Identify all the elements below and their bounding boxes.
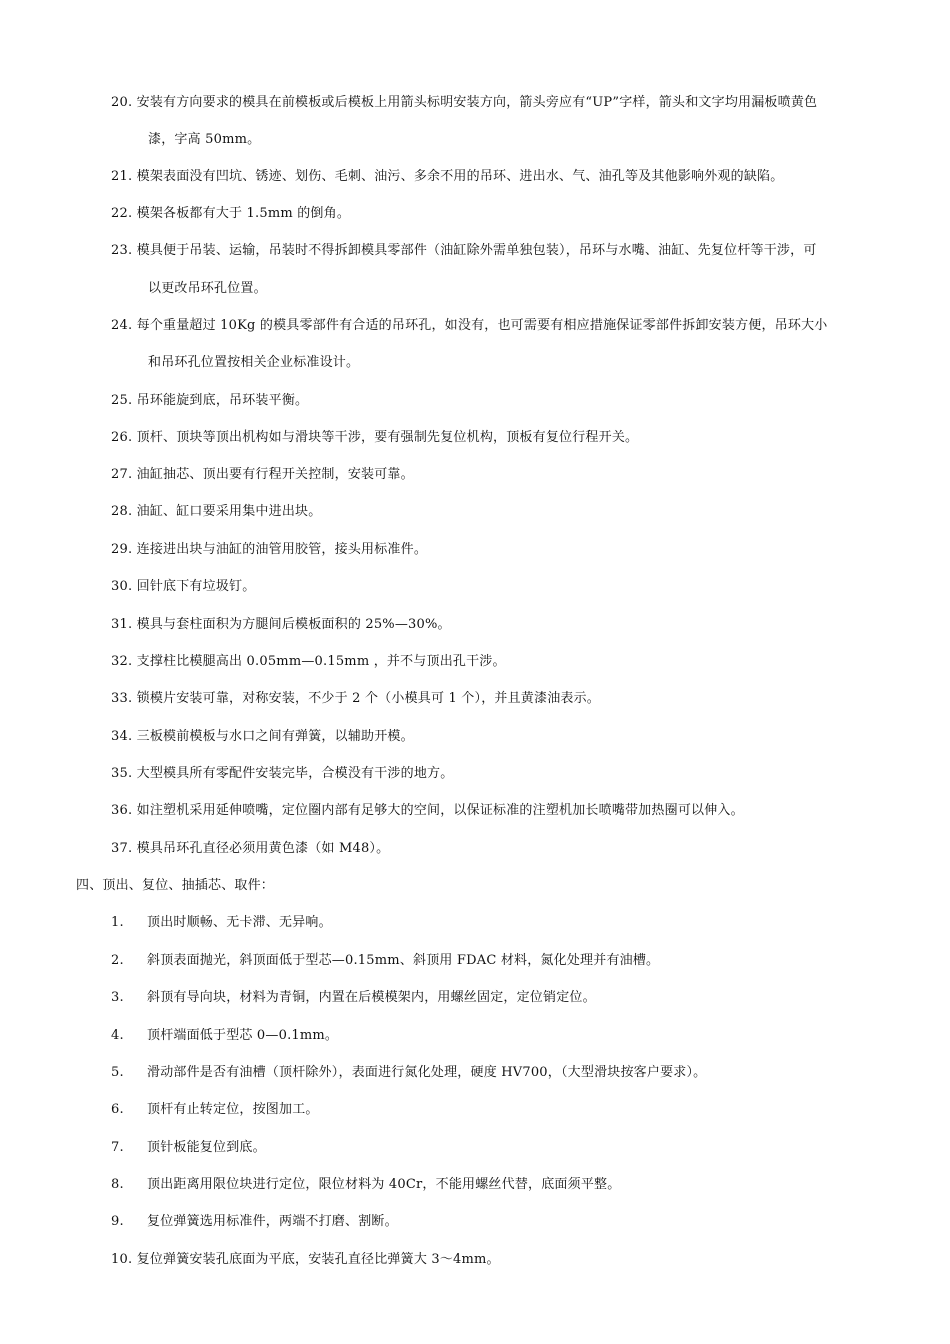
list-item-35 xyxy=(111,765,453,783)
list-item-26 xyxy=(111,429,638,447)
item-number: 7. xyxy=(111,1140,124,1155)
list-item-37 xyxy=(111,840,389,858)
list-item-21 xyxy=(111,168,783,186)
item-number: 3. xyxy=(111,990,124,1005)
list-item-9 xyxy=(111,1213,398,1231)
item-number: 10. xyxy=(111,1252,133,1267)
item-text: 复位弹簧安装孔底面为平底，安装孔直径比弹簧大 3～4mm。 xyxy=(136,1252,500,1267)
item-number: 22. xyxy=(111,206,133,221)
item-number: 24. xyxy=(111,318,133,333)
list-item-29 xyxy=(111,541,427,559)
item-text: 如注塑机采用延伸喷嘴，定位圈内部有足够大的空间，以保证标准的注塑机加长喷嘴带加热圈可以伸入。 xyxy=(136,803,744,818)
item-text: 顶杆有止转定位，按图加工。 xyxy=(147,1102,319,1117)
list-item-10 xyxy=(111,1251,500,1269)
list-item-3 xyxy=(111,989,596,1007)
list-item-28 xyxy=(111,503,321,521)
list-item-23-line-1 xyxy=(111,242,817,260)
list-item-33 xyxy=(111,690,600,708)
list-item-24-line-1 xyxy=(111,317,827,335)
section-heading: 四、顶出、复位、抽插芯、取件： xyxy=(76,878,275,893)
item-text: 每个重量超过 10Kg 的模具零部件有合适的吊环孔，如没有，也可需要有相应措施保证零部件拆卸安装方便，吊环大小 xyxy=(136,318,828,333)
list-item-6 xyxy=(111,1101,319,1119)
item-number: 33. xyxy=(111,691,133,706)
item-number: 23. xyxy=(111,243,133,258)
list-item-30 xyxy=(111,578,255,596)
item-number: 4. xyxy=(111,1028,124,1043)
item-text: 滑动部件是否有油槽（顶杆除外），表面进行氮化处理，硬度 HV700，（大型滑块按客户要求）。 xyxy=(147,1065,707,1080)
item-number: 30. xyxy=(111,579,133,594)
item-text: 模具便于吊装、运输，吊装时不得拆卸模具零部件（油缸除外需单独包装），吊环与水嘴、油缸、先复位杆等干涉，可 xyxy=(136,243,817,258)
list-item-31 xyxy=(111,616,451,634)
item-number: 25. xyxy=(111,393,133,408)
item-number: 6. xyxy=(111,1102,124,1117)
item-number: 1. xyxy=(111,915,124,930)
list-item-1 xyxy=(111,914,332,932)
item-text: 顶出时顺畅、无卡滞、无异响。 xyxy=(147,915,332,930)
list-item-23-line-2: 以更改吊环孔位置。 xyxy=(148,281,267,296)
list-item-5 xyxy=(111,1064,706,1082)
item-text: 模架表面没有凹坑、锈迹、划伤、毛刺、油污、多余不用的吊环、进出水、气、油孔等及其他影响外观的缺陷。 xyxy=(136,169,784,184)
item-text: 顶杆端面低于型芯 0—0.1mm。 xyxy=(147,1028,339,1043)
item-text: 模具与套柱面积为方腿间后模板面积的 25%—30%。 xyxy=(136,617,451,632)
item-text: 复位弹簧选用标准件，两端不打磨、割断。 xyxy=(147,1214,398,1229)
list-item-4 xyxy=(111,1027,338,1045)
item-text: 三板模前模板与水口之间有弹簧，以辅助开模。 xyxy=(136,729,414,744)
item-number: 28. xyxy=(111,504,133,519)
item-text: 支撑柱比模腿高出 0.05mm—0.15mm ，并不与顶出孔干涉。 xyxy=(136,654,506,669)
list-item-32 xyxy=(111,653,506,671)
list-item-2 xyxy=(111,952,659,970)
item-text: 油缸抽芯、顶出要有行程开关控制，安装可靠。 xyxy=(136,467,414,482)
item-number: 20. xyxy=(111,95,133,110)
item-text: 连接进出块与油缸的油管用胶管，接头用标准件。 xyxy=(136,542,428,557)
item-text: 模具吊环孔直径必须用黄色漆（如 M48）。 xyxy=(136,841,390,856)
item-number: 35. xyxy=(111,766,133,781)
list-item-36 xyxy=(111,802,744,820)
item-text: 斜顶有导向块，材料为青铜，内置在后模模架内，用螺丝固定，定位销定位。 xyxy=(147,990,596,1005)
list-item-25 xyxy=(111,392,308,410)
item-text: 顶出距离用限位块进行定位，限位材料为 40Cr，不能用螺丝代替，底面须平整。 xyxy=(147,1177,621,1192)
item-text: 回针底下有垃圾钉。 xyxy=(136,579,256,594)
list-item-8 xyxy=(111,1176,620,1194)
item-number: 37. xyxy=(111,841,133,856)
item-number: 34. xyxy=(111,729,133,744)
item-text: 油缸、缸口要采用集中进出块。 xyxy=(136,504,322,519)
item-text: 模架各板都有大于 1.5mm 的倒角。 xyxy=(136,206,351,221)
item-number: 26. xyxy=(111,430,133,445)
list-item-20-line-1 xyxy=(111,94,817,112)
item-text: 大型模具所有零配件安装完毕，合模没有干涉的地方。 xyxy=(136,766,454,781)
list-item-20-line-2: 漆，字高 50mm。 xyxy=(148,132,261,147)
item-number: 27. xyxy=(111,467,133,482)
item-number: 31. xyxy=(111,617,133,632)
item-number: 29. xyxy=(111,542,133,557)
list-item-22 xyxy=(111,205,350,223)
item-text: 锁模片安装可靠，对称安装，不少于 2 个（小模具可 1 个），并且黄漆油表示。 xyxy=(136,691,600,706)
item-number: 21. xyxy=(111,169,133,184)
item-number: 9. xyxy=(111,1214,124,1229)
list-item-34 xyxy=(111,728,414,746)
item-text: 安装有方向要求的模具在前模板或后模板上用箭头标明安装方向，箭头旁应有“UP”字样，箭头和文字均用漏板喷黄色 xyxy=(136,95,818,110)
list-item-7 xyxy=(111,1139,266,1157)
list-item-24-line-2: 和吊环孔位置按相关企业标准设计。 xyxy=(148,355,360,370)
item-text: 斜顶表面抛光，斜顶面低于型芯—0.15mm、斜顶用 FDAC 材料，氮化处理并有油槽。 xyxy=(147,953,660,968)
list-item-27 xyxy=(111,466,414,484)
item-text: 顶针板能复位到底。 xyxy=(147,1140,266,1155)
item-number: 8. xyxy=(111,1177,124,1192)
item-text: 吊环能旋到底，吊环装平衡。 xyxy=(136,393,309,408)
item-number: 2. xyxy=(111,953,124,968)
item-number: 5. xyxy=(111,1065,124,1080)
item-text: 顶杆、顶块等顶出机构如与滑块等干涉，要有强制先复位机构，顶板有复位行程开关。 xyxy=(136,430,639,445)
item-number: 32. xyxy=(111,654,133,669)
item-number: 36. xyxy=(111,803,133,818)
